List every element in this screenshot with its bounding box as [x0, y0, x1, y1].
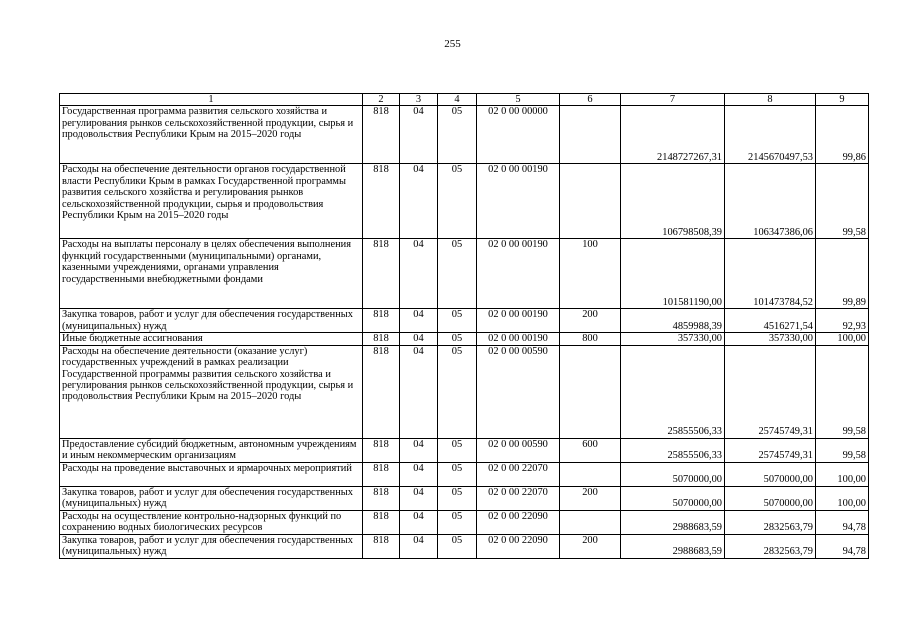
col-planned: 101581190,00: [621, 239, 725, 309]
header-col-name: 1: [60, 94, 363, 106]
col-code-admin: 818: [363, 309, 400, 333]
col-code-admin: 818: [363, 345, 400, 438]
col-name: Иные бюджетные ассигнования: [60, 333, 363, 345]
header-col-code-admin: 2: [363, 94, 400, 106]
col-percent: 99,58: [816, 438, 869, 462]
col-executed: 4516271,54: [725, 309, 816, 333]
col-code-admin: 818: [363, 534, 400, 558]
col-percent: 92,93: [816, 309, 869, 333]
col-name: Закупка товаров, работ и услуг для обеспечения государственных (муниципальных) нужд: [60, 309, 363, 333]
col-percent: 94,78: [816, 534, 869, 558]
col-executed: 357330,00: [725, 333, 816, 345]
col-subsection: 05: [438, 333, 477, 345]
col-executed: 25745749,31: [725, 438, 816, 462]
col-name: Расходы на обеспечение деятельности (оказание услуг) государственных учреждений в рамках реализации Государственной программы развития сельского хозяйства и регулирования рынков сельскохозяйственной продукции, сырья и продовольствия Республики Крым на 2015–2020 годы: [60, 345, 363, 438]
col-subsection: 05: [438, 462, 477, 486]
col-code-admin: 818: [363, 486, 400, 510]
col-section: 04: [400, 345, 438, 438]
col-name: Государственная программа развития сельского хозяйства и регулирования рынков сельскохозяйственной продукции, сырья и продовольствия Республики Крым на 2015–2020 годы: [60, 106, 363, 164]
col-section: 04: [400, 462, 438, 486]
col-subsection: 05: [438, 345, 477, 438]
col-percent: 99,89: [816, 239, 869, 309]
col-subsection: 05: [438, 486, 477, 510]
col-expense-type: [560, 345, 621, 438]
col-section: 04: [400, 309, 438, 333]
col-name: Расходы на проведение выставочных и ярмарочных мероприятий: [60, 462, 363, 486]
col-executed: 5070000,00: [725, 462, 816, 486]
col-planned: 106798508,39: [621, 164, 725, 239]
table-header-row: [60, 94, 869, 106]
table-row: [60, 510, 869, 534]
col-target-article: 02 0 00 22090: [477, 534, 560, 558]
col-planned: 25855506,33: [621, 345, 725, 438]
col-executed: 101473784,52: [725, 239, 816, 309]
col-target-article: 02 0 00 00190: [477, 309, 560, 333]
col-name: Предоставление субсидий бюджетным, автономным учреждениям и иным некоммерческим организациям: [60, 438, 363, 462]
col-code-admin: 818: [363, 438, 400, 462]
col-subsection: 05: [438, 239, 477, 309]
budget-table-body: [60, 94, 869, 559]
col-planned: 2148727267,31: [621, 106, 725, 164]
col-section: 04: [400, 438, 438, 462]
col-expense-type: 100: [560, 239, 621, 309]
table-row: [60, 106, 869, 164]
col-expense-type: 200: [560, 534, 621, 558]
col-target-article: 02 0 00 00590: [477, 438, 560, 462]
col-percent: 99,58: [816, 164, 869, 239]
col-target-article: 02 0 00 00590: [477, 345, 560, 438]
col-expense-type: 200: [560, 309, 621, 333]
col-percent: 100,00: [816, 486, 869, 510]
col-code-admin: 818: [363, 510, 400, 534]
col-planned: 2988683,59: [621, 534, 725, 558]
col-section: 04: [400, 510, 438, 534]
col-target-article: 02 0 00 22090: [477, 510, 560, 534]
col-subsection: 05: [438, 438, 477, 462]
col-percent: 99,86: [816, 106, 869, 164]
col-target-article: 02 0 00 00000: [477, 106, 560, 164]
col-expense-type: [560, 510, 621, 534]
col-percent: 94,78: [816, 510, 869, 534]
col-percent: 100,00: [816, 333, 869, 345]
header-col-planned: 7: [621, 94, 725, 106]
col-expense-type: [560, 106, 621, 164]
col-planned: 2988683,59: [621, 510, 725, 534]
col-subsection: 05: [438, 106, 477, 164]
col-name: Закупка товаров, работ и услуг для обеспечения государственных (муниципальных) нужд: [60, 534, 363, 558]
col-expense-type: 200: [560, 486, 621, 510]
budget-table: [59, 93, 869, 559]
col-name: Расходы на осуществление контрольно-надзорных функций по сохранению водных биологических ресурсов: [60, 510, 363, 534]
col-planned: 5070000,00: [621, 462, 725, 486]
col-executed: 2832563,79: [725, 510, 816, 534]
col-percent: 100,00: [816, 462, 869, 486]
col-code-admin: 818: [363, 106, 400, 164]
col-section: 04: [400, 333, 438, 345]
col-section: 04: [400, 239, 438, 309]
col-expense-type: 800: [560, 333, 621, 345]
col-planned: 4859988,39: [621, 309, 725, 333]
table-row: [60, 309, 869, 333]
col-target-article: 02 0 00 22070: [477, 486, 560, 510]
col-expense-type: [560, 462, 621, 486]
header-col-expense-type: 6: [560, 94, 621, 106]
table-row: [60, 345, 869, 438]
table-row: [60, 534, 869, 558]
header-col-section: 3: [400, 94, 438, 106]
col-section: 04: [400, 106, 438, 164]
col-executed: 2145670497,53: [725, 106, 816, 164]
header-col-subsection: 4: [438, 94, 477, 106]
header-col-target-article: 5: [477, 94, 560, 106]
col-code-admin: 818: [363, 462, 400, 486]
col-subsection: 05: [438, 510, 477, 534]
col-expense-type: [560, 164, 621, 239]
col-target-article: 02 0 00 00190: [477, 164, 560, 239]
col-percent: 99,58: [816, 345, 869, 438]
col-planned: 5070000,00: [621, 486, 725, 510]
col-subsection: 05: [438, 164, 477, 239]
col-section: 04: [400, 164, 438, 239]
col-target-article: 02 0 00 00190: [477, 239, 560, 309]
col-expense-type: 600: [560, 438, 621, 462]
col-executed: 5070000,00: [725, 486, 816, 510]
col-executed: 25745749,31: [725, 345, 816, 438]
col-planned: 357330,00: [621, 333, 725, 345]
col-executed: 106347386,06: [725, 164, 816, 239]
col-name: Закупка товаров, работ и услуг для обеспечения государственных (муниципальных) нужд: [60, 486, 363, 510]
col-target-article: 02 0 00 22070: [477, 462, 560, 486]
table-row: [60, 462, 869, 486]
table-row: [60, 333, 869, 345]
table-row: [60, 438, 869, 462]
col-subsection: 05: [438, 534, 477, 558]
table-row: [60, 239, 869, 309]
col-name: Расходы на обеспечение деятельности органов государственной власти Республики Крым в рамках Государственной программы развития сельского хозяйства и регулирования рынков сельскохозяйственной продукции, сырья и продовольствия Республики Крым на 2015–2020 годы: [60, 164, 363, 239]
col-code-admin: 818: [363, 239, 400, 309]
col-subsection: 05: [438, 309, 477, 333]
table-row: [60, 164, 869, 239]
table-row: [60, 486, 869, 510]
col-code-admin: 818: [363, 333, 400, 345]
col-executed: 2832563,79: [725, 534, 816, 558]
page-number: 255: [444, 38, 461, 50]
header-col-percent: 9: [816, 94, 869, 106]
col-name: Расходы на выплаты персоналу в целях обеспечения выполнения функций государственными (муниципальными) органами, казенными учреждениями, органами управления государственными внебюджетными фондами: [60, 239, 363, 309]
col-section: 04: [400, 534, 438, 558]
col-planned: 25855506,33: [621, 438, 725, 462]
col-section: 04: [400, 486, 438, 510]
col-target-article: 02 0 00 00190: [477, 333, 560, 345]
col-code-admin: 818: [363, 164, 400, 239]
header-col-executed: 8: [725, 94, 816, 106]
